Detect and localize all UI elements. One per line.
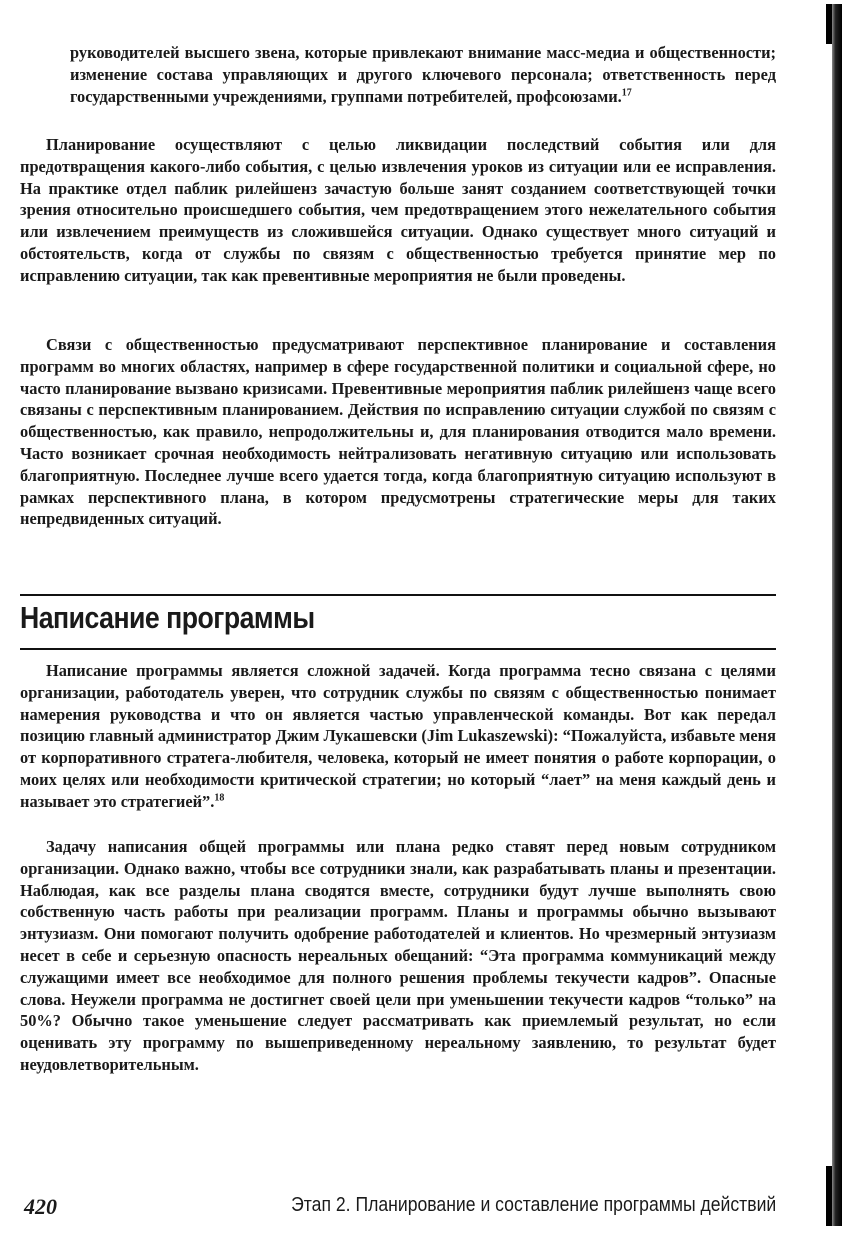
page-number: 420 [24, 1194, 57, 1219]
heading-rule-bottom [20, 648, 776, 650]
paragraph-block-4 [20, 836, 776, 1076]
section-heading: Написание программы [20, 600, 315, 635]
footnote-ref-18: 18 [214, 792, 225, 804]
paragraph-general-program: Задачу написания общей программы или плана редко ставят перед новым сотрудником организации. Однако важно, чтобы все сотрудники знали, как разрабатывать планы и презентации. Наблюдая, как все разделы плана сводятся вместе, сотрудники будут лучше выполнять свою собственную часть работы при реализации программ. Планы и программы обычно вызывают энтузиазм. Они помогают получить одобрение работодателей и клиентов. Но чрезмерный энтузиазм несет в себе и серьезную опасность нереальных обещаний: “Эта программа коммуникаций между служащими имеет все необходимое для полного решения проблемы текучести кадров”. Опасные слова. Неужели программа не достигнет своей цели при уменьшении текучести кадров “только” на 50%? Обычно такое уменьшение следует рассматривать как приемлемый результат, но если оценивать эту программу по вышеприведенному нереальному заявлению, то результат будет неудовлетворительным. [20, 837, 776, 1074]
paragraph-block-1 [20, 134, 776, 287]
quote-text: руководителей высшего звена, которые привлекают внимание масс-медиа и общественности; изменение состава управляющих и другого ключевого персонала; ответственность перед государственными учреждениями, группами потребителей, профсоюзами. [70, 43, 776, 106]
paragraph-perspective-planning: Связи с общественностью предусматривают перспективное планирование и составления программ во многих областях, например в сфере государственной политики и социальной сфере, но часто планирование вызвано кризисами. Превентивные мероприятия паблик рилейшенз чаще всего связаны с перспективным планированием. Действия по исправлению ситуации службой по связям с общественностью, как правило, непродолжительны и, для планирования отводится мало времени. Часто возникает срочная необходимость нейтрализовать негативную ситуацию или использовать благоприятную. Последнее лучше всего удается тогда, когда благоприятную ситуацию используют в рамках перспективного плана, в котором предусмотрены стратегические меры для таких непредвиденных ситуаций. [20, 335, 776, 529]
quote-continuation [20, 42, 776, 107]
running-title: Этап 2. Планирование и составление программы действий [290, 1194, 776, 1216]
paragraph-block-2 [20, 334, 776, 530]
footnote-ref-17: 17 [621, 87, 632, 99]
paragraph-planning-purpose: Планирование осуществляют с целью ликвидации последствий события или для предотвращения какого-либо события, с целью извлечения уроков из ситуации или ее исправления. На практике отдел паблик рилейшенз зачастую больше занят созданием соответствующей точки зрения относительно происшедшего события, чем предотвращением этого нежелательного события или извлечением преимуществ из сложившейся ситуации. Однако существует много ситуаций и обстоятельств, когда от службы по связям с общественностью требуется принятие мер по исправлению ситуации, так как превентивные мероприятия не были проведены. [20, 135, 776, 285]
page-edge-shadow [832, 4, 842, 1226]
paragraph-block-3 [20, 660, 776, 813]
paragraph-writing-program-text: Написание программы является сложной задачей. Когда программа тесно связана с целями организации, работодатель уверен, что сотрудник службы по связям с общественностью понимает намерения руководства и что он является частью управленческой команды. Вот как передал позицию главный администратор Джим Лукашевски (Jim Lukaszewski): “Пожалуйста, избавьте меня от корпоративного стратега-любителя, человека, который не имеет понятия о работе корпорации, о моих целях или необходимости критической стратегии; но который “лает” на меня каждый день и называет это стратегией”. [20, 661, 776, 811]
paragraph-writing-program [20, 660, 776, 813]
quote-continuation-block [20, 42, 776, 107]
heading-rule-top [20, 594, 776, 596]
